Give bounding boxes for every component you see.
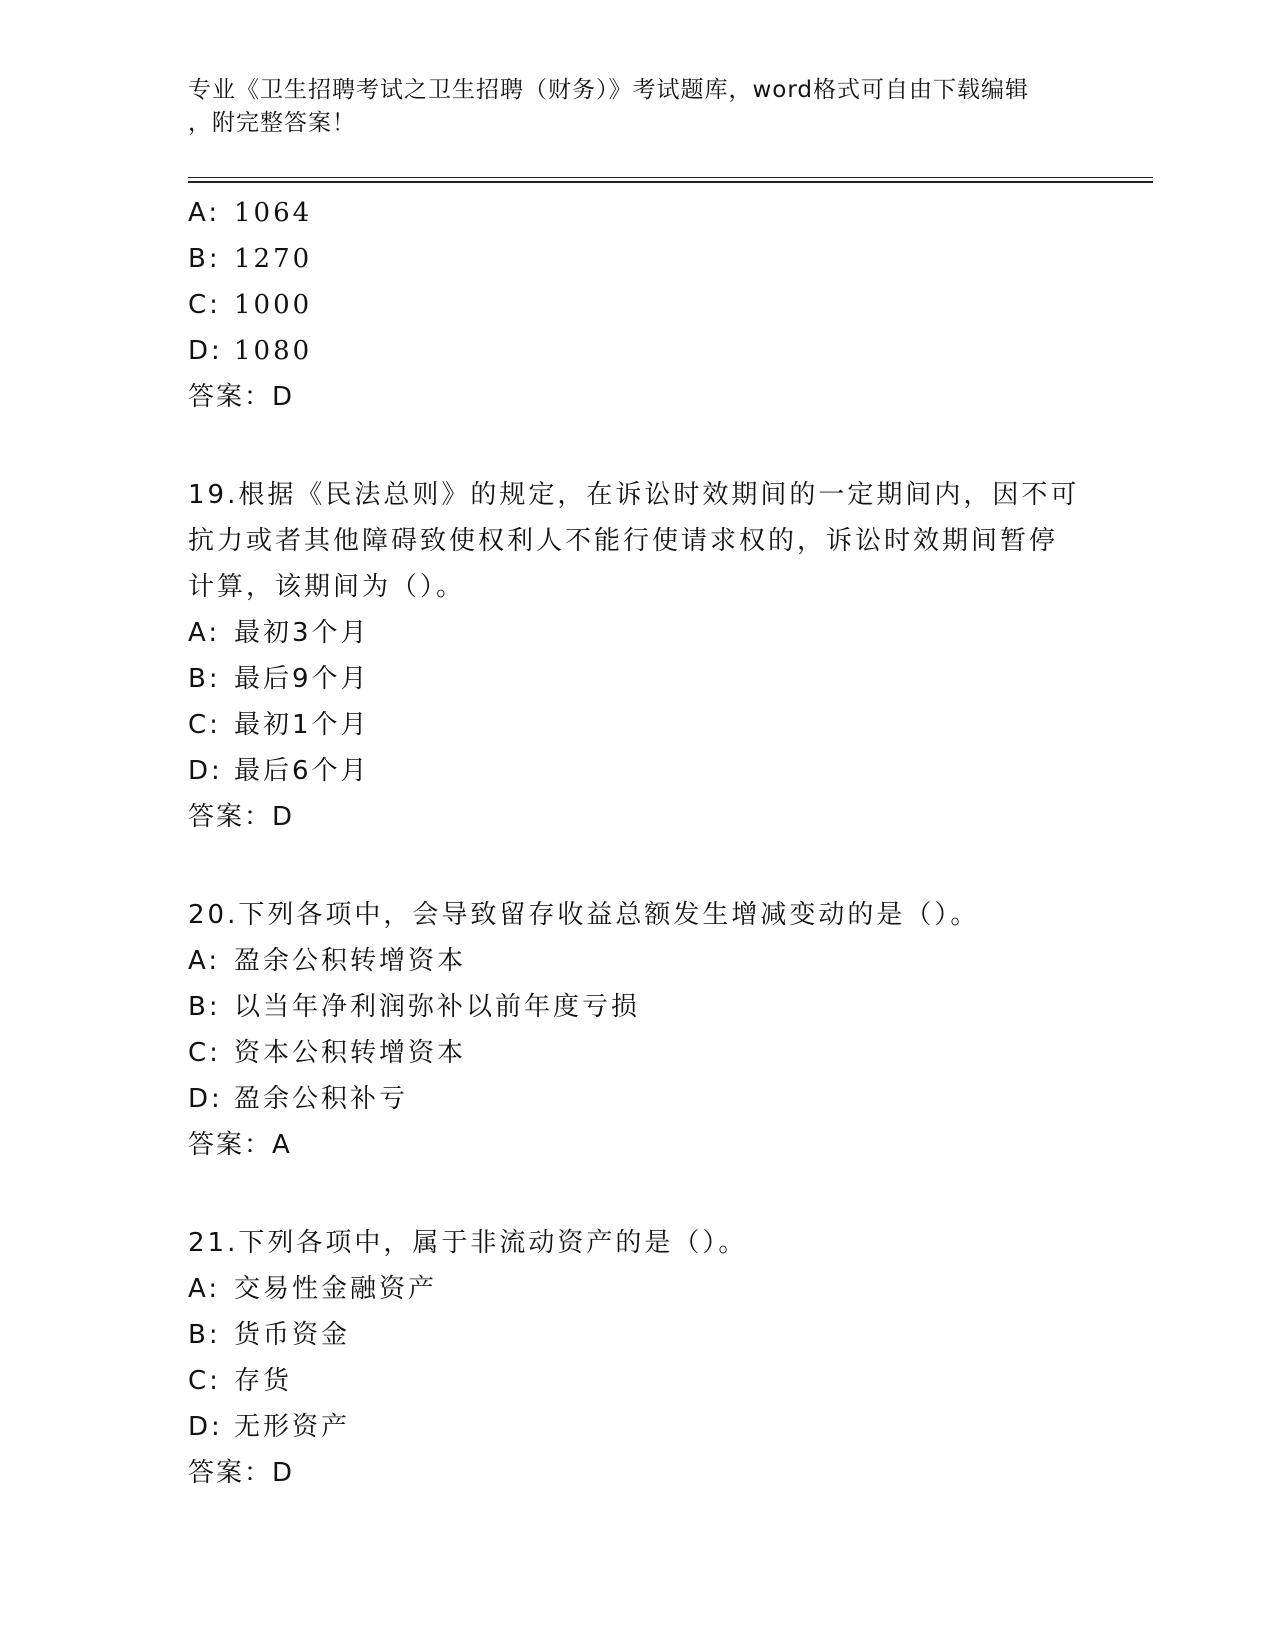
option-b xyxy=(188,984,1088,1030)
question-list xyxy=(188,190,1088,1496)
option-text: 1000 xyxy=(234,290,313,320)
option-d xyxy=(188,1404,1088,1450)
header-line-2: ，附完整答案！ xyxy=(188,110,356,136)
option-d xyxy=(188,328,1088,374)
question-text-line: 计算，该期间为（）。 xyxy=(188,572,466,602)
option-label: B: xyxy=(188,1320,221,1350)
option-label: A: xyxy=(188,198,221,228)
option-a xyxy=(188,938,1088,984)
option-a xyxy=(188,190,1088,236)
option-text: 最后9个月 xyxy=(234,664,370,694)
option-label: B: xyxy=(188,992,221,1022)
option-label: B: xyxy=(188,244,221,274)
question-text-line: 20.下列各项中，会导致留存收益总额发生增减变动的是（）。 xyxy=(188,900,980,930)
option-label: C: xyxy=(188,1366,221,1396)
option-label: D: xyxy=(188,1084,223,1114)
header-divider-thick xyxy=(188,181,1153,183)
option-text: 最后6个月 xyxy=(234,756,370,786)
answer-line: 答案：D xyxy=(188,802,295,832)
option-c xyxy=(188,282,1088,328)
option-label: A: xyxy=(188,618,221,648)
option-c xyxy=(188,1358,1088,1404)
option-label: B: xyxy=(188,664,221,694)
option-text: 货币资金 xyxy=(234,1320,351,1350)
answer-line: 答案：D xyxy=(188,1458,295,1488)
question-18 xyxy=(188,190,1088,420)
option-text: 盈余公积补亏 xyxy=(234,1084,409,1114)
header-line-1: 专业《卫生招聘考试之卫生招聘（财务）》考试题库，word格式可自由下载编辑 xyxy=(188,77,1030,103)
option-label: C: xyxy=(188,1038,221,1068)
option-text: 最初3个月 xyxy=(234,618,370,648)
option-text: 盈余公积转增资本 xyxy=(234,946,467,976)
option-label: A: xyxy=(188,946,221,976)
question-21 xyxy=(188,1220,1088,1496)
option-label: D: xyxy=(188,1412,223,1442)
question-text-line: 抗力或者其他障碍致使权利人不能行使请求权的，诉讼时效期间暂停 xyxy=(188,526,1059,556)
option-d xyxy=(188,1076,1088,1122)
option-b xyxy=(188,1312,1088,1358)
option-b xyxy=(188,656,1088,702)
option-a xyxy=(188,610,1088,656)
option-text: 1270 xyxy=(234,244,313,274)
answer-line: 答案：A xyxy=(188,1130,292,1160)
option-text: 资本公积转增资本 xyxy=(234,1038,467,1068)
option-text: 存货 xyxy=(234,1366,293,1396)
question-text-line: 19.根据《民法总则》的规定，在诉讼时效期间的一定期间内，因不可 xyxy=(188,480,1080,510)
option-b xyxy=(188,236,1088,282)
option-text: 无形资产 xyxy=(234,1412,351,1442)
option-label: C: xyxy=(188,290,221,320)
option-label: D: xyxy=(188,756,223,786)
document-header xyxy=(188,74,1068,140)
header-divider-thin xyxy=(188,177,1153,178)
option-text: 交易性金融资产 xyxy=(234,1274,438,1304)
question-text-line: 21.下列各项中，属于非流动资产的是（）。 xyxy=(188,1228,748,1258)
option-c xyxy=(188,702,1088,748)
option-text: 以当年净利润弥补以前年度亏损 xyxy=(234,992,641,1022)
option-label: C: xyxy=(188,710,221,740)
question-19 xyxy=(188,472,1088,840)
option-text: 最初1个月 xyxy=(234,710,370,740)
answer-line: 答案：D xyxy=(188,382,295,412)
option-label: A: xyxy=(188,1274,221,1304)
option-text: 1064 xyxy=(234,198,313,228)
option-a xyxy=(188,1266,1088,1312)
option-c xyxy=(188,1030,1088,1076)
option-text: 1080 xyxy=(234,336,313,366)
question-20 xyxy=(188,892,1088,1168)
option-label: D: xyxy=(188,336,223,366)
option-d xyxy=(188,748,1088,794)
